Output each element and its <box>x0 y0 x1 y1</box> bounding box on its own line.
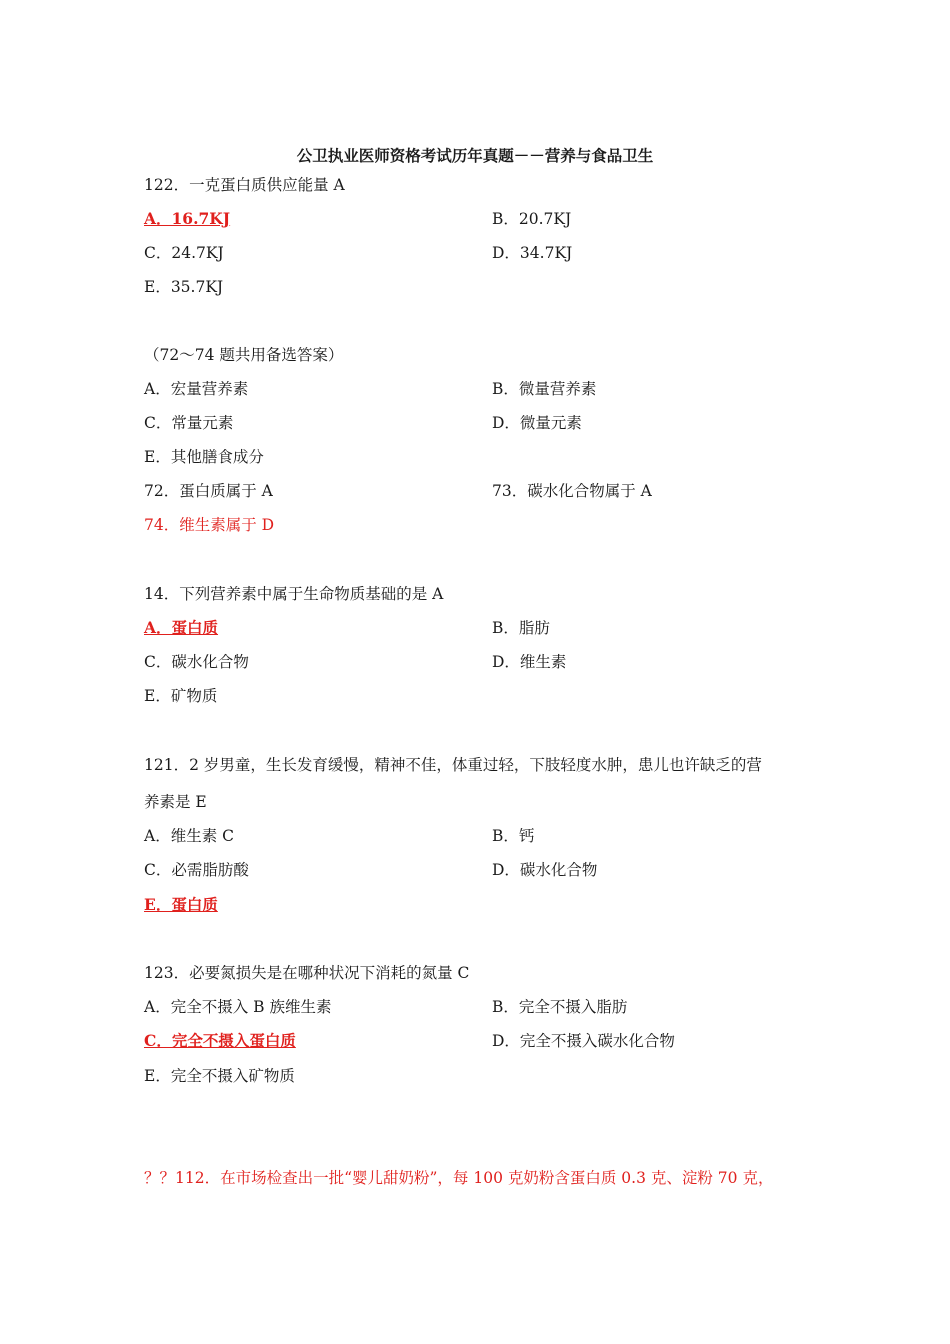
question-14-option-b: B．脂肪 <box>492 619 550 637</box>
question-14-stem: 14．下列营养素中属于生命物质基础的是 A <box>144 585 444 603</box>
question-121-option-a: A．维生素 C <box>144 827 234 845</box>
question-122-option-b: B．20.7KJ <box>492 210 572 228</box>
question-121-option-b: B．钙 <box>492 827 535 845</box>
group-72-option-e: E．其他膳食成分 <box>144 448 264 466</box>
question-123-option-b: B．完全不摄入脂肪 <box>492 998 628 1016</box>
group-72-option-c: C．常量元素 <box>144 414 234 432</box>
question-74: 74．维生素属于 D <box>144 516 275 534</box>
question-123-option-e: E．完全不摄入矿物质 <box>144 1067 295 1085</box>
question-123-option-a: A．完全不摄入 B 族维生素 <box>144 998 332 1016</box>
question-121-option-c: C．必需脂肪酸 <box>144 861 249 879</box>
group-72-option-a: A．宏量营养素 <box>144 380 249 398</box>
question-122-stem: 122．一克蛋白质供应能量 A <box>144 176 345 194</box>
question-121-option-d: D．碳水化合物 <box>492 861 598 879</box>
question-122-option-d: D．34.7KJ <box>492 244 573 262</box>
question-121-stem-line2: 养素是 E <box>144 793 207 811</box>
document-title: 公卫执业医师资格考试历年真题－－营养与食品卫生 <box>296 146 654 165</box>
group-72-option-d: D．微量元素 <box>492 414 582 432</box>
question-72: 72．蛋白质属于 A <box>144 482 273 500</box>
question-123-option-c-correct: C．完全不摄入蛋白质 <box>144 1031 296 1050</box>
question-123-option-d: D．完全不摄入碳水化合物 <box>492 1032 675 1050</box>
question-112-stem-line1: ？？112．在市场检查出一批“婴儿甜奶粉”，每 100 克奶粉含蛋白质 0.3 克、淀粉 70 克， <box>144 1169 774 1187</box>
question-73: 73．碳水化合物属于 A <box>492 482 652 500</box>
question-14-option-c: C．碳水化合物 <box>144 653 249 671</box>
question-122-option-a-correct: A．16.7KJ <box>144 209 231 228</box>
group-72-74-header: （72～74 题共用备选答案） <box>144 346 344 364</box>
question-14-option-d: D．维生素 <box>492 653 567 671</box>
group-72-option-b: B．微量营养素 <box>492 380 597 398</box>
question-122-option-c: C．24.7KJ <box>144 244 224 262</box>
question-121-stem-line1: 121．2 岁男童，生长发育缓慢，精神不佳，体重过轻，下肢轻度水肿，患儿也许缺乏的营 <box>144 756 762 774</box>
question-122-option-e: E．35.7KJ <box>144 278 224 296</box>
question-14-option-e: E．矿物质 <box>144 687 218 705</box>
question-123-stem: 123．必要氮损失是在哪种状况下消耗的氮量 C <box>144 964 470 982</box>
question-14-option-a-correct: A．蛋白质 <box>144 618 219 637</box>
question-121-option-e-correct: E．蛋白质 <box>144 895 218 914</box>
